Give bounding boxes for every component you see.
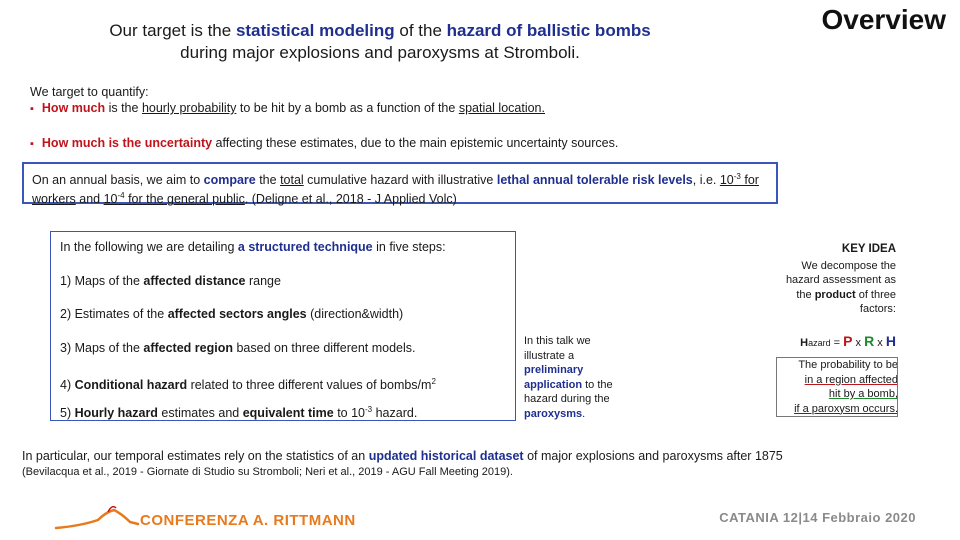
prob-line-4: if a paroxysm occurs. [794,402,898,415]
talk-text: In this talk we illustrate a [524,335,591,362]
title-highlight-2: hazard of ballistic bombs [446,21,651,40]
bullet-1-underline-1: hourly probability [141,101,237,115]
formula-h: H [800,337,809,349]
key-bold: product [814,288,856,301]
intro-lead: We target to quantify: [30,85,149,99]
key-idea-text [770,259,896,317]
hazard-formula [776,333,896,349]
prob-line-1: The probability to be [798,359,898,371]
bullet-1-highlight: How much [41,101,106,115]
step-5 [60,402,417,421]
key-idea-title: KEY IDEA [841,243,896,255]
step-superscript: 2 [431,377,436,386]
bullet-2 [30,135,618,152]
annual-text: the [255,173,281,188]
annual-highlight-compare: compare [203,173,256,188]
prob-line-2: in a region affected [804,373,898,386]
annual-text: , i.e. [692,173,720,188]
references: (Bevilacqua et al., 2019 - Giornate di Studio su Stromboli; Neri et al., 2019 - AGU Fall Meeting 2019). [22,466,513,478]
overview-heading: Overview [821,4,946,35]
workers-base: 10 [719,173,734,188]
public-label: for the general public [124,192,245,207]
step-3 [60,341,416,356]
prob-line-3: hit by a bomb, [828,388,898,400]
steps-intro-text: in five steps: [372,240,446,254]
steps-intro-highlight: a structured technique [237,240,373,254]
bullet-2-text: affecting these estimates, due to the main epistemic uncertainty sources. [212,136,619,150]
step-text: 4) [60,378,75,393]
title-highlight-1: statistical modeling [235,21,395,40]
key-text: of three factors: [855,288,896,315]
talk-highlight: preliminary application [524,364,584,391]
talk-text: . [582,407,586,420]
steps-box [50,231,516,421]
step-bold: Hourly hazard [74,406,158,421]
annual-text: cumulative hazard with illustrative [303,173,497,188]
formula-times: x [874,337,886,349]
stats-text: In particular, our temporal estimates rely on the statistics of an [22,449,369,463]
public-base: 10 [103,192,118,207]
page-title [40,20,720,64]
step-bold: equivalent time [242,406,334,421]
conference-dates: CATANIA 12|14 Febbraio 2020 [719,510,916,525]
probability-frame [776,357,898,417]
workers-label: for workers [32,173,759,207]
bullet-dot-icon: ▪ [30,138,34,150]
title-text: of the [394,21,447,40]
annual-basis-box [22,162,778,207]
step-text: 5) [60,406,75,421]
title-text: Our target is the [109,21,236,40]
formula-h-suffix: azard [808,338,831,348]
workers-exponent: -3 [733,172,741,181]
key-idea [770,242,896,317]
step-1 [60,274,281,289]
formula-hh: H [885,333,896,349]
public-exponent: -4 [117,191,125,201]
annual-highlight-levels: lethal annual tolerable risk levels [496,173,693,188]
annual-underline-total: total [280,173,304,188]
formula-equals: = [830,337,844,349]
annual-citation: . (Deligne et al., 2018 - J Applied Volc) [244,192,457,207]
bullet-1-text: is the [105,101,142,115]
bullet-2-highlight: How much is the uncertainty [41,136,213,150]
formula-times: x [852,337,865,349]
public-threshold [104,192,245,206]
annual-text: On an annual basis, we aim to [32,173,204,188]
formula-p: P [843,333,853,349]
step-text: 3) Maps of the [60,341,144,355]
key-text: We decompose the hazard assessment as the [785,259,896,301]
title-line-2: during major explosions and paroxysms at Stromboli. [180,43,580,62]
talk-text: to the hazard during the [524,378,613,405]
step-text: estimates and [157,406,243,421]
stats-highlight: updated historical dataset [368,449,524,463]
annual-text: and [75,192,104,207]
step-bold: affected distance [143,274,246,288]
step-text: based on three different models. [232,341,416,355]
bullet-dot-icon: ▪ [30,103,34,115]
step-text: hazard. [372,406,418,421]
conference-name: CONFERENZA A. RITTMANN [140,512,356,529]
step-4 [60,374,436,393]
step-2 [60,307,403,322]
talk-highlight-paroxysms: paroxysms [524,407,583,420]
step-text: related to three different values of bombs/m [187,378,432,393]
bullet-1 [30,100,618,117]
stats-text: of major explosions and paroxysms after 1875 [523,449,783,463]
step-text: 2) Estimates of the [60,307,168,321]
talk-note [524,334,622,421]
step-text: range [245,274,281,288]
step-bold: affected sectors angles [167,307,307,321]
formula-r: R [864,333,875,349]
bullet-1-underline-2: spatial location. [458,101,545,115]
intro-section [30,84,618,152]
bullet-1-text: to be hit by a bomb as a function of the [236,101,459,115]
step-text: to 10 [333,406,365,421]
step-superscript: -3 [365,405,373,414]
step-text: (direction&width) [306,307,404,321]
statistics-note [22,448,783,464]
step-bold: affected region [143,341,233,355]
step-text: 1) Maps of the [60,274,144,288]
steps-intro-text: In the following we are detailing [60,240,238,254]
step-bold: Conditional hazard [74,378,188,393]
steps-intro [60,240,446,255]
